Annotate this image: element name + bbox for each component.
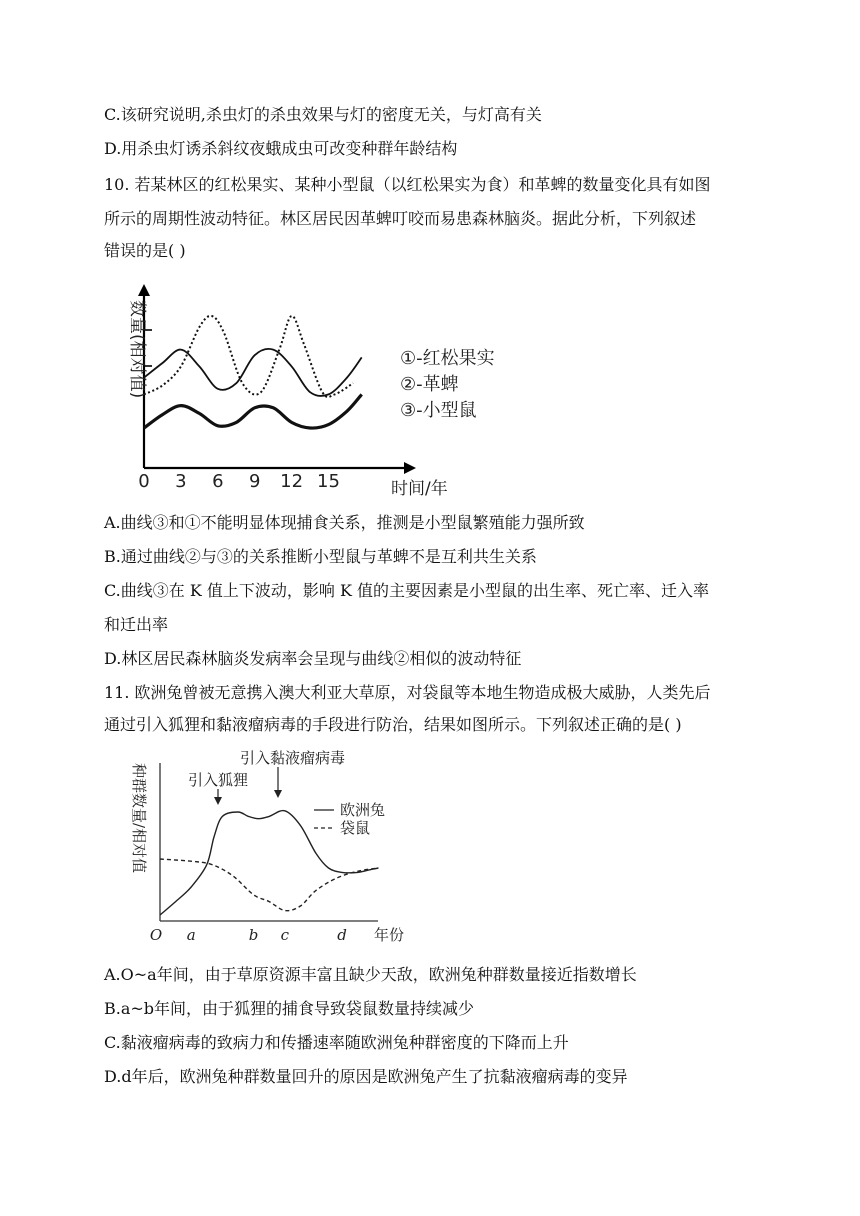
q10-option-d: D.林区居民森林脑炎发病率会呈现与曲线②相似的波动特征 xyxy=(104,649,522,668)
q10-chart-svg xyxy=(104,282,524,498)
q10-option-a: A.曲线③和①不能明显体现捕食关系，推测是小型鼠繁殖能力强所致 xyxy=(104,513,585,532)
q10-stem-line2: 所示的周期性波动特征。林区居民因革蜱叮咬而易患森林脑炎。据此分析，下列叙述 xyxy=(104,209,697,228)
x-axis-label: 年份 xyxy=(374,926,405,944)
x-tick-label: c xyxy=(280,926,290,944)
x-tick-label: 0 xyxy=(138,471,150,492)
x-axis-arrow xyxy=(404,462,416,474)
x-tick-label: 15 xyxy=(317,471,340,492)
x-tick-label: b xyxy=(248,926,259,944)
arrow-virus-head xyxy=(274,790,282,798)
x-tick-label: d xyxy=(337,926,347,944)
legend-label-2: ②-革蜱 xyxy=(400,374,459,395)
q10-option-c-line2: 和迁出率 xyxy=(104,615,169,634)
x-tick-label: a xyxy=(186,926,196,944)
x-tick-label: 12 xyxy=(280,471,304,492)
q9-option-c: C.该研究说明,杀虫灯的杀虫效果与灯的密度无关，与灯高有关 xyxy=(104,105,542,124)
annotation-virus: 引入黏液瘤病毒 xyxy=(240,749,346,767)
x-tick-label: O xyxy=(149,926,163,944)
y-axis-arrow xyxy=(138,284,150,296)
q9-option-d: D.用杀虫灯诱杀斜纹夜蛾成虫可改变种群年龄结构 xyxy=(104,139,458,158)
annotation-fox: 引入狐狸 xyxy=(188,771,249,789)
legend-label-3: ③-小型鼠 xyxy=(400,400,477,421)
legend-label-1: ①-红松果实 xyxy=(400,348,495,369)
q11-option-d: D.d年后，欧洲兔种群数量回升的原因是欧洲兔产生了抗黏液瘤病毒的变异 xyxy=(104,1067,628,1086)
q11-option-a: A.O~a年间，由于草原资源丰富且缺少天敌，欧洲兔种群数量接近指数增长 xyxy=(104,965,637,984)
q10-option-c-line1: C.曲线③在 K 值上下波动，影响 K 值的主要因素是小型鼠的出生率、死亡率、迁入率 xyxy=(104,581,710,600)
q11-stem-line1: 11. 欧洲兔曾被无意携入澳大利亚大草原，对袋鼠等本地生物造成极大威胁，人类先后 xyxy=(104,683,711,702)
q11-stem-line2: 通过引入狐狸和黏液瘤病毒的手段进行防治，结果如图所示。下列叙述正确的是( ) xyxy=(104,715,682,734)
q11-option-c: C.黏液瘤病毒的致病力和传播速率随欧洲兔种群密度的下降而上升 xyxy=(104,1033,569,1052)
y-axis-label: 种群数量/相对值 xyxy=(130,763,148,874)
q11-option-b: B.a~b年间，由于狐狸的捕食导致袋鼠数量持续减少 xyxy=(104,999,475,1018)
x-axis-label: 时间/年 xyxy=(391,479,448,498)
x-tick-label: 6 xyxy=(212,471,224,492)
arrow-fox-head xyxy=(214,797,222,805)
series-line-2 xyxy=(144,316,353,397)
x-tick-label: 9 xyxy=(248,471,261,492)
legend-label-2: 袋鼠 xyxy=(340,819,371,837)
q11-chart xyxy=(128,745,428,945)
q11-chart-svg xyxy=(128,745,428,945)
q10-option-b: B.通过曲线②与③的关系推断小型鼠与革蜱不是互利共生关系 xyxy=(104,547,537,566)
x-tick-label: 3 xyxy=(175,471,187,492)
series-line-3 xyxy=(144,394,362,428)
series-line-1 xyxy=(144,349,362,396)
q10-stem-line3: 错误的是( ) xyxy=(104,241,186,260)
legend-label-1: 欧洲兔 xyxy=(340,801,386,819)
q10-chart xyxy=(104,282,524,498)
y-axis-label: 数量(相对值) xyxy=(127,300,147,399)
q10-stem-line1: 10. 若某林区的红松果实、某种小型鼠（以红松果实为食）和革蜱的数量变化具有如图 xyxy=(104,175,711,194)
